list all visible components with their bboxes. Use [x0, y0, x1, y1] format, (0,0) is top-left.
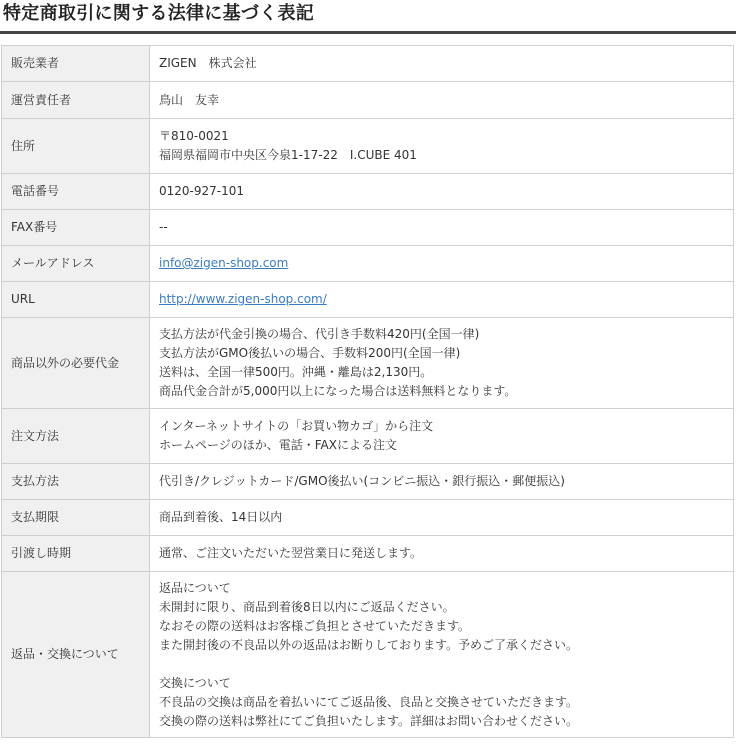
paragraph-gap: [159, 655, 733, 674]
table-row-payment-method: [2, 464, 734, 500]
row-label-manager: 運営責任者: [2, 82, 150, 119]
order-method-line: ホームページのほか、電話・FAXによる注文: [159, 438, 397, 452]
row-label-seller: 販売業者: [2, 46, 150, 82]
page-title: 特定商取引に関する法律に基づく表記: [0, 0, 736, 34]
fees-line: 送料は、全国一律500円。沖縄・離島は2,130円。: [159, 365, 433, 379]
order-method-line: インターネットサイトの「お買い物カゴ」から注文: [159, 419, 434, 433]
address-postal-code: 〒810-0021: [159, 129, 229, 143]
row-label-phone: 電話番号: [2, 174, 150, 210]
row-label-fax: FAX番号: [2, 210, 150, 246]
returns-line: なおその際の送料はお客様ご負担とさせていただきます。: [159, 618, 471, 633]
table-row-phone: [2, 174, 734, 210]
table-row-payment-deadline: [2, 500, 734, 536]
row-label-payment-method: 支払方法: [2, 464, 150, 500]
table-row-fax: [2, 210, 734, 246]
row-label-order-method: 注文方法: [2, 409, 150, 464]
row-value-address: [150, 119, 734, 174]
table-row-order-method: [2, 409, 734, 464]
exchange-line: 交換について: [159, 675, 231, 690]
row-value-url: [150, 282, 734, 318]
row-label-email: メールアドレス: [2, 246, 150, 282]
table-row-url: [2, 282, 734, 318]
row-label-payment-deadline: 支払期限: [2, 500, 150, 536]
row-value-seller: ZIGEN 株式会社: [150, 46, 734, 82]
returns-line: 未開封に限り、商品到着後8日以内にご返品ください。: [159, 599, 455, 614]
address-street: 福岡県福岡市中央区今泉1-17-22 I.CUBE 401: [159, 148, 417, 162]
website-link[interactable]: http://www.zigen-shop.com/: [159, 292, 327, 306]
exchange-line: 不良品の交換は商品を着払いにてご返品後、良品と交換させていただきます。: [159, 694, 579, 709]
row-value-returns: [150, 572, 734, 738]
returns-line: 返品について: [159, 580, 231, 595]
row-value-payment-deadline: 商品到着後、14日以内: [150, 500, 734, 536]
table-row-email: [2, 246, 734, 282]
table-row-seller: [2, 46, 734, 82]
fees-line: 支払方法がGMO後払いの場合、手数料200円(全国一律): [159, 346, 461, 360]
table-row-returns: [2, 572, 734, 738]
row-value-fees: [150, 318, 734, 409]
row-value-email: [150, 246, 734, 282]
row-label-address: 住所: [2, 119, 150, 174]
row-label-url: URL: [2, 282, 150, 318]
fees-line: 支払方法が代金引換の場合、代引き手数料420円(全国一律): [159, 327, 480, 341]
row-value-order-method: [150, 409, 734, 464]
row-value-delivery-time: 通常、ご注文いただいた翌営業日に発送します。: [150, 536, 734, 572]
fees-line: 商品代金合計が5,000円以上になった場合は送料無料となります。: [159, 384, 517, 398]
row-label-returns: 返品・交換について: [2, 572, 150, 738]
row-value-manager: 鳥山 友幸: [150, 82, 734, 119]
exchange-line: 交換の際の送料は弊社にてご負担いたします。詳細はお問い合わせください。: [159, 713, 579, 728]
table-row-delivery-time: [2, 536, 734, 572]
table-row-address: [2, 119, 734, 174]
table-row-fees: [2, 318, 734, 409]
email-link[interactable]: info@zigen-shop.com: [159, 256, 289, 270]
legal-info-table: [1, 45, 734, 738]
table-row-manager: [2, 82, 734, 119]
row-label-delivery-time: 引渡し時期: [2, 536, 150, 572]
row-value-phone: 0120-927-101: [150, 174, 734, 210]
row-value-payment-method: 代引き/クレジットカード/GMO後払い(コンビニ振込・銀行振込・郵便振込): [150, 464, 734, 500]
row-value-fax: --: [150, 210, 734, 246]
returns-line: また開封後の不良品以外の返品はお断りしております。予めご了承ください。: [159, 637, 579, 652]
row-label-fees: 商品以外の必要代金: [2, 318, 150, 409]
